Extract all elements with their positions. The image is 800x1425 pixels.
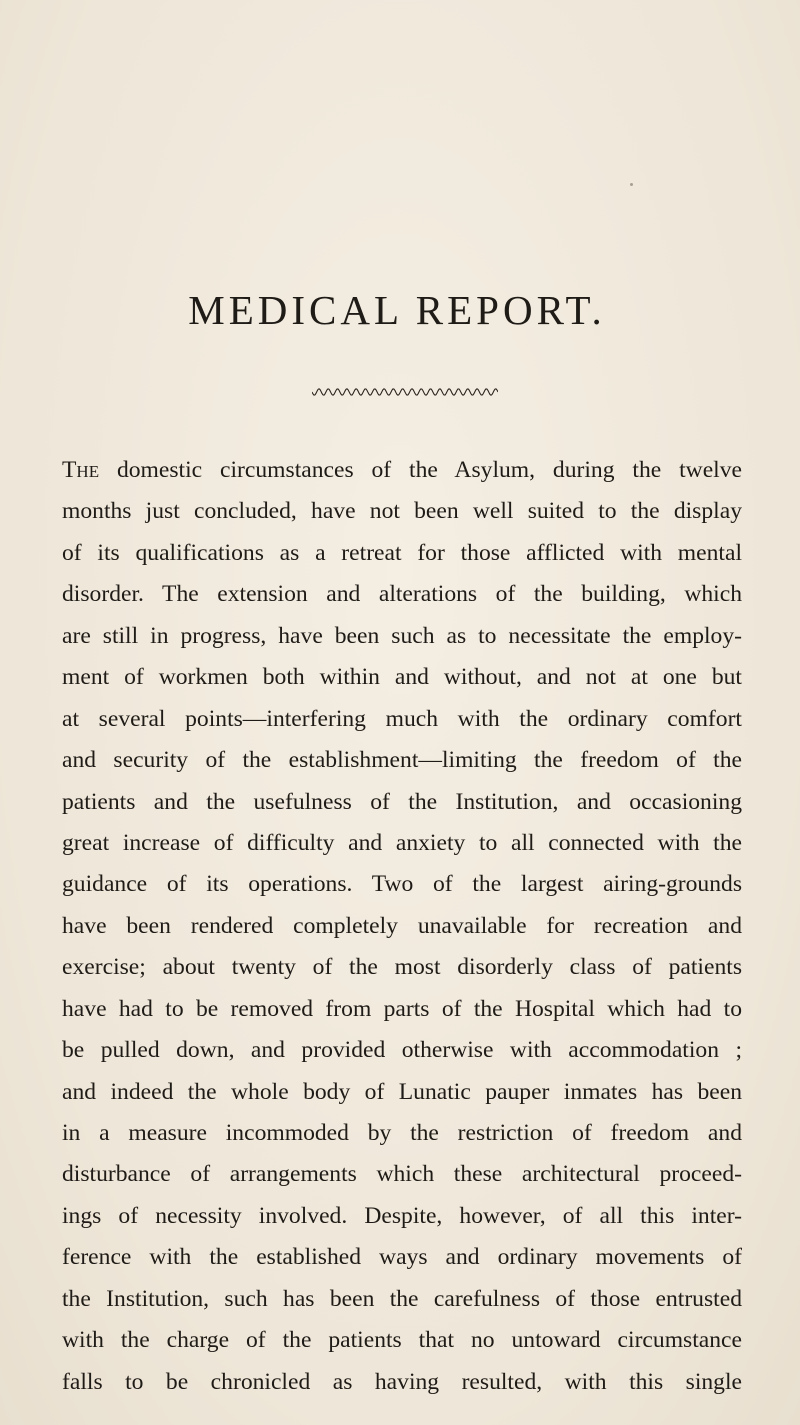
paragraph-line: in a measure incommoded by the restriction of freedom and [62,1120,742,1146]
paragraph-line: ment of workmen both within and without, and not at one but [62,664,742,691]
paragraph-line: have been rendered completely unavailable for recreation and [62,912,742,939]
wavy-rule-ornament [312,386,498,398]
paragraph-line: of its qualifications as a retreat for those afflicted with mental [62,539,742,566]
paragraph-line: falls to be chronicled as having resulted, with this single [62,1368,742,1395]
paragraph-line: at several points—interfering much with the ordinary comfort [62,705,742,732]
paragraph-line: are still in progress, have been such as to necessitate the employ- [62,622,742,649]
report-paragraph [62,450,742,1403]
paragraph-line: ings of necessity involved. Despite, however, of all this inter- [62,1202,742,1229]
paragraph-line: exercise; about twenty of the most disorderly class of patients [62,954,742,981]
paragraph-line: and indeed the whole body of Lunatic pauper inmates has been [62,1078,742,1105]
paragraph-line: disturbance of arrangements which these architectural proceed- [62,1161,742,1188]
paper-speck [630,183,633,186]
paragraph-line: have had to be removed from parts of the Hospital which had to [62,995,742,1022]
page-title: MEDICAL REPORT. [188,287,606,333]
paragraph-line: with the charge of the patients that no untoward circumstance [62,1327,742,1354]
paragraph-line: and security of the establishment—limiting the freedom of the [62,747,742,774]
paragraph-line: patients and the usefulness of the Institution, and occasioning [62,788,742,815]
paragraph-line: months just concluded, have not been well suited to the display [62,498,742,525]
paragraph-line: disorder. The extension and alterations of the building, which [62,581,742,608]
lead-word: The [62,457,100,483]
paragraph-line-1: The domestic circumstances of the Asylum, during the twelve [62,457,742,483]
paragraph-line: the Institution, such has been the carefulness of those entrusted [62,1285,742,1312]
paragraph-line: ference with the established ways and ordinary movements of [62,1244,742,1271]
paragraph-line: great increase of difficulty and anxiety to all connected with the [62,829,742,856]
paragraph-line: be pulled down, and provided otherwise with accommodation ; [62,1037,742,1064]
paragraph-line: guidance of its operations. Two of the largest airing-grounds [62,871,742,898]
